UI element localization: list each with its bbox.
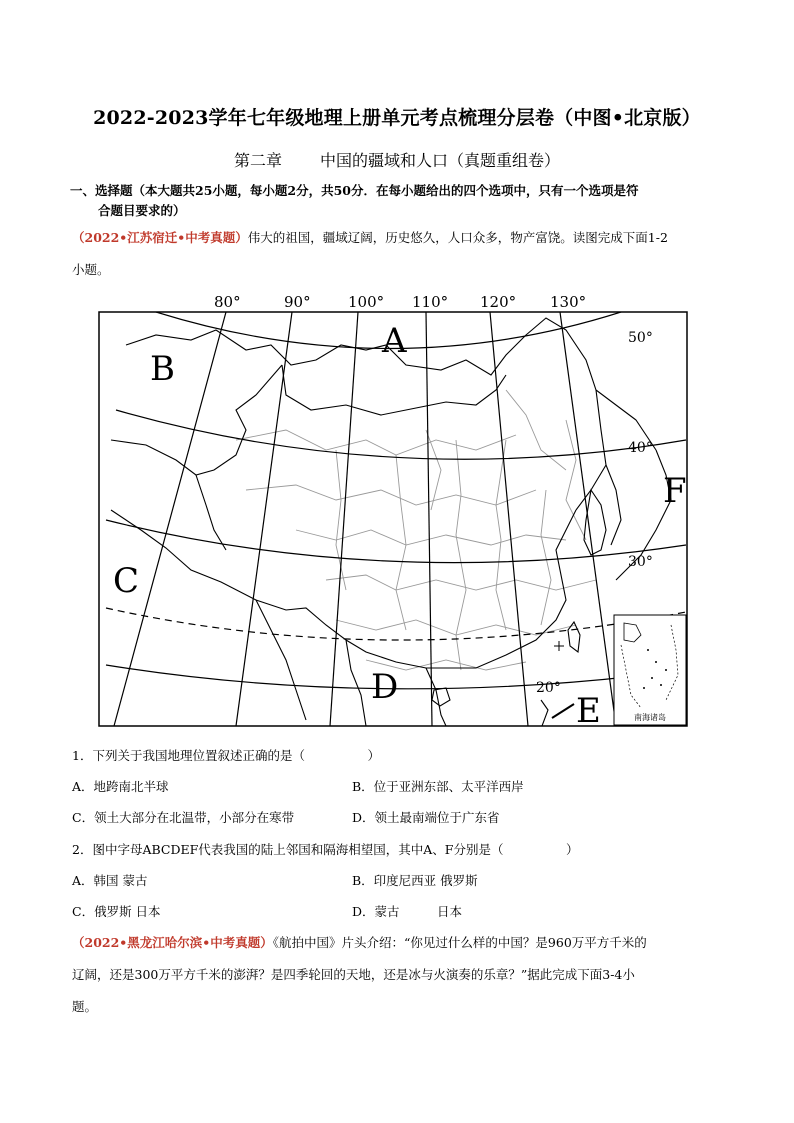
map-letter-e: E xyxy=(576,691,601,730)
lon-label-130: 130° xyxy=(550,293,587,311)
map-letter-f: F xyxy=(663,471,687,511)
map-letter-c: C xyxy=(113,561,140,601)
q2-option-c[interactable]: C．俄罗斯 日本 xyxy=(72,904,161,919)
lat-label-20: 20° xyxy=(536,680,561,696)
map-letter-d: D xyxy=(371,667,399,707)
q1-option-c[interactable]: C．领土大部分在北温带，小部分在寒带 xyxy=(72,810,295,825)
section-line-1: 一、选择题（本大题共25小题，每小题2分，共50分．在每小题给出的四个选项中，只有一个选项是符 xyxy=(70,183,639,198)
lon-label-120: 120° xyxy=(480,293,517,311)
lon-label-90: 90° xyxy=(284,293,311,311)
china-map xyxy=(96,290,690,730)
q1-option-b[interactable]: B．位于亚洲东部、太平洋西岸 xyxy=(352,779,524,794)
intro-1-text-2: 小题。 xyxy=(72,262,110,277)
chapter-number: 第二章 xyxy=(233,151,282,170)
lat-label-30: 30° xyxy=(628,554,653,570)
q2-option-b[interactable]: B．印度尼西亚 俄罗斯 xyxy=(352,873,478,888)
question-1-stem: 1．下列关于我国地理位置叙述正确的是（ ） xyxy=(72,748,380,763)
intro-paragraph-1 xyxy=(72,222,732,286)
lon-label-100: 100° xyxy=(348,293,385,311)
intro-2-text-2: 辽阔，还是300万平方千米的澎湃？是四季轮回的天地，还是冰与火演奏的乐章？”据此完成下面3-4小 xyxy=(72,967,635,982)
inset-label: 南海诸岛 xyxy=(634,713,666,722)
document-title: 2022-2023学年七年级地理上册单元考点梳理分层卷（中图•北京版） xyxy=(93,107,701,129)
intro-paragraph-2 xyxy=(72,927,732,1023)
map-letter-b: B xyxy=(150,349,175,389)
intro-2-text-3: 题。 xyxy=(72,999,98,1014)
question-2-stem: 2．图中字母ABCDEF代表我国的陆上邻国和隔海相望国，其中A、F分别是（ ） xyxy=(72,842,579,857)
q1-option-a[interactable]: A．地跨南北半球 xyxy=(72,779,169,794)
section-line-2: 合题目要求的） xyxy=(98,203,186,218)
map-frame xyxy=(99,312,687,726)
lon-label-80: 80° xyxy=(214,293,241,311)
chapter-name: 中国的疆域和人口（真题重组卷） xyxy=(320,151,561,170)
map-letter-a: A xyxy=(382,321,407,361)
section-heading xyxy=(70,181,730,221)
lat-label-40: 40° xyxy=(628,440,653,456)
intro-1-text-1: 伟大的祖国，疆域辽阔，历史悠久，人口众多，物产富饶。读图完成下面1-2 xyxy=(247,230,668,245)
south-china-sea-inset xyxy=(614,615,686,725)
q2-option-d[interactable]: D．蒙古 日本 xyxy=(352,904,463,919)
lat-label-50: 50° xyxy=(628,330,653,346)
q2-option-a[interactable]: A．韩国 蒙古 xyxy=(72,873,148,888)
intro-2-text-1: 《航拍中国》片头介绍：“你见过什么样的中国？是960万平方千米的 xyxy=(272,935,647,950)
lon-label-110: 110° xyxy=(412,293,449,311)
source-tag-2: （2022•黑龙江哈尔滨•中考真题） xyxy=(72,935,273,950)
source-tag-1: （2022•江苏宿迁•中考真题） xyxy=(72,230,248,245)
chapter-heading xyxy=(0,148,794,171)
q1-option-d[interactable]: D．领土最南端位于广东省 xyxy=(352,810,500,825)
